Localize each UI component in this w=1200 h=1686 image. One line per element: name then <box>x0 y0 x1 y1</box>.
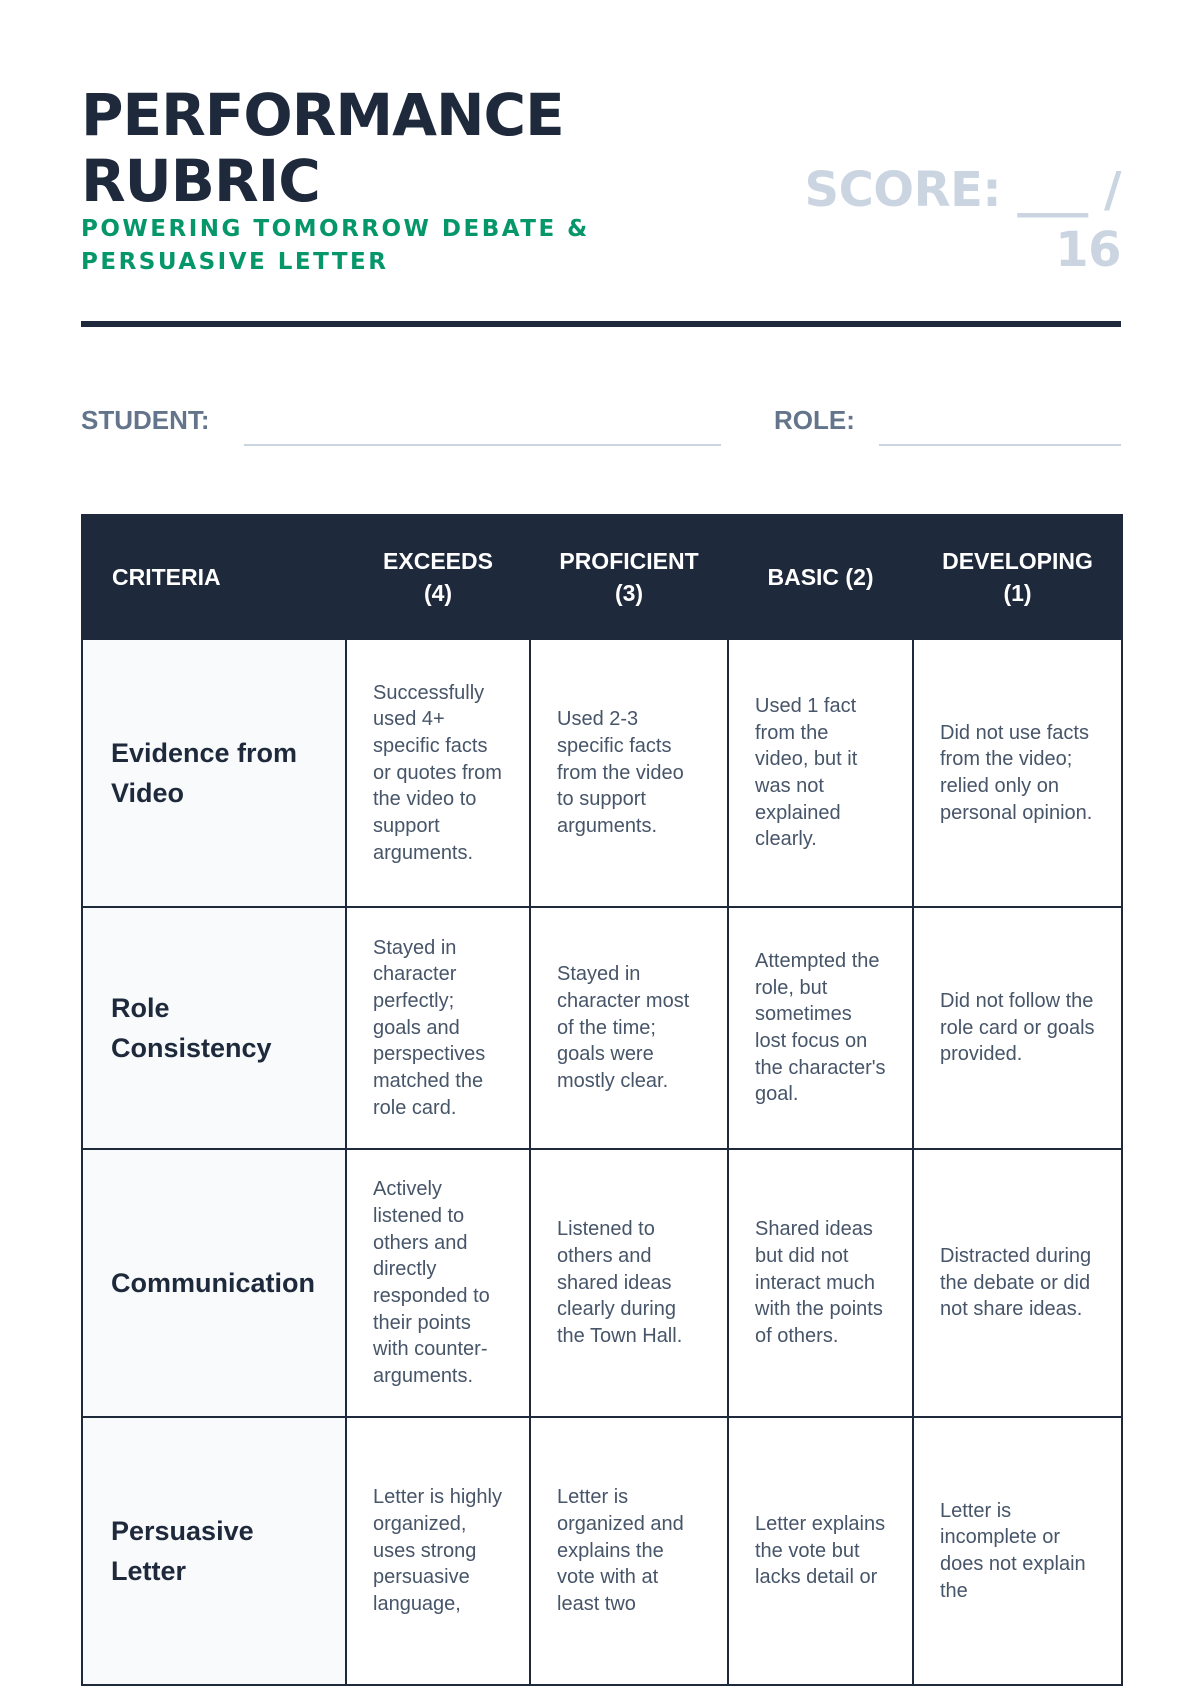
score-label: SCORE: ___ / <box>804 162 1121 218</box>
exceeds-cell: Letter is highly organized, uses strong persuasive language, <box>346 1417 530 1685</box>
role-label: ROLE: <box>774 405 855 435</box>
criteria-cell: Evidence from Video <box>82 639 346 907</box>
rubric-table <box>81 514 1123 1686</box>
proficient-cell: Listened to others and shared ideas clearly during the Town Hall. <box>530 1149 728 1417</box>
basic-cell: Used 1 fact from the video, but it was not explained clearly. <box>728 639 913 907</box>
proficient-cell: Letter is organized and explains the vote with at least two <box>530 1417 728 1685</box>
header-proficient: PROFICIENT (3) <box>530 515 728 639</box>
table-row <box>82 1149 1122 1417</box>
table-row <box>82 639 1122 907</box>
criteria-cell: Role Consistency <box>82 907 346 1149</box>
basic-cell: Shared ideas but did not interact much with the points of others. <box>728 1149 913 1417</box>
table-row <box>82 1417 1122 1685</box>
table-header-row <box>82 515 1122 639</box>
title-line-2: RUBRIC <box>81 147 320 215</box>
basic-cell: Letter explains the vote but lacks detail or <box>728 1417 913 1685</box>
developing-cell: Did not follow the role card or goals provided. <box>913 907 1122 1149</box>
table-row <box>82 907 1122 1149</box>
score-total: 16 <box>1055 222 1121 278</box>
proficient-cell: Used 2-3 specific facts from the video to support arguments. <box>530 639 728 907</box>
criteria-cell: Communication <box>82 1149 346 1417</box>
score-display <box>791 160 1121 280</box>
developing-cell: Did not use facts from the video; relied only on personal opinion. <box>913 639 1122 907</box>
proficient-cell: Stayed in character most of the time; goals were mostly clear. <box>530 907 728 1149</box>
role-field[interactable] <box>879 444 1121 446</box>
student-label: STUDENT: <box>81 405 210 435</box>
student-field[interactable] <box>244 444 721 446</box>
student-info <box>81 400 1121 450</box>
header-divider <box>81 321 1121 327</box>
page-subtitle: POWERING TOMORROW DEBATE & PERSUASIVE LETTER <box>81 216 590 275</box>
header <box>81 82 1121 282</box>
basic-cell: Attempted the role, but sometimes lost focus on the character's goal. <box>728 907 913 1149</box>
criteria-cell: Persuasive Letter <box>82 1417 346 1685</box>
exceeds-cell: Stayed in character perfectly; goals and perspectives matched the role card. <box>346 907 530 1149</box>
exceeds-cell: Successfully used 4+ specific facts or quotes from the video to support arguments. <box>346 639 530 907</box>
title-line-1: PERFORMANCE <box>81 81 564 149</box>
header-developing: DEVELOPING (1) <box>913 515 1122 639</box>
page-title <box>81 82 721 214</box>
developing-cell: Letter is incomplete or does not explain the <box>913 1417 1122 1685</box>
exceeds-cell: Actively listened to others and directly responded to their points with counter-arguments. <box>346 1149 530 1417</box>
header-basic: BASIC (2) <box>728 515 913 639</box>
developing-cell: Distracted during the debate or did not share ideas. <box>913 1149 1122 1417</box>
header-criteria: CRITERIA <box>82 515 346 639</box>
header-exceeds: EXCEEDS (4) <box>346 515 530 639</box>
